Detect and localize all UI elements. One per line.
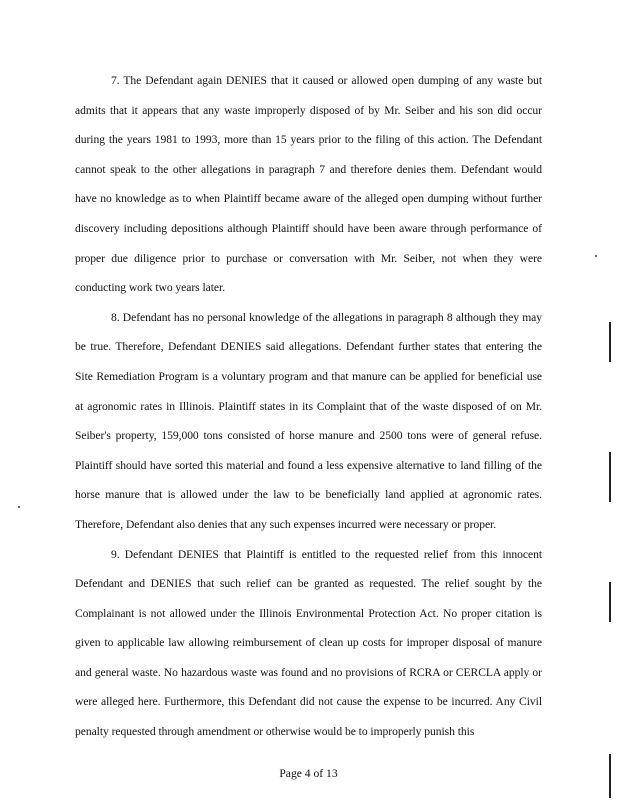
scan-speck — [18, 506, 20, 508]
scan-speck — [595, 255, 597, 257]
page-number-footer: Page 4 of 13 — [279, 767, 338, 780]
scan-margin-mark — [609, 452, 611, 502]
scan-margin-mark — [609, 582, 611, 622]
scan-margin-mark — [609, 322, 611, 362]
document-body — [75, 66, 542, 747]
paragraph-7: 7. The Defendant again DENIES that it caused or allowed open dumping of any waste but admits that it appears that any waste improperly disposed of by Mr. Seiber and his son did occur during the years 1981 to 1993, more than 15 years prior to the filing of this action. The Defendant cannot speak to the other allegations in paragraph 7 and therefore denies them. Defendant would have no knowledge as to when Plaintiff became aware of the alleged open dumping without further discovery including depositions although Plaintiff should have been aware through performance of proper due diligence prior to purchase or conversation with Mr. Seiber, not when they were conducting work two years later. — [75, 74, 542, 295]
paragraph-9: 9. Defendant DENIES that Plaintiff is entitled to the requested relief from this innocent Defendant and DENIES that such relief can be granted as requested. The relief sought by the Complainant is not allowed under the Illinois Environmental Protection Act. No proper citation is given to applicable law allowing reimbursement of clean up costs for improper disposal of manure and general waste. No hazardous waste was found and no provisions of RCRA or CERCLA apply or were alleged here. Furthermore, this Defendant did not cause the expense to be incurred. Any Civil penalty requested through amendment or otherwise would be to improperly punish this — [75, 547, 542, 739]
paragraph-8: 8. Defendant has no personal knowledge of the allegations in paragraph 8 although they may be true. Therefore, Defendant DENIES said allegations. Defendant further states that entering the Site Remediation Program is a voluntary program and that manure can be applied for beneficial use at agronomic rates in Illinois. Plaintiff states in its Complaint that of the waste disposed of on Mr. Seiber's property, 159,000 tons consisted of horse manure and 2500 tons were of general refuse. Plaintiff should have sorted this material and found a less expensive alternative to land filling of the horse manure that is allowed under the law to be beneficially land applied at agronomic rates. Therefore, Defendant also denies that any such expenses incurred were necessary or proper. — [75, 310, 542, 531]
scan-margin-mark — [609, 754, 611, 798]
